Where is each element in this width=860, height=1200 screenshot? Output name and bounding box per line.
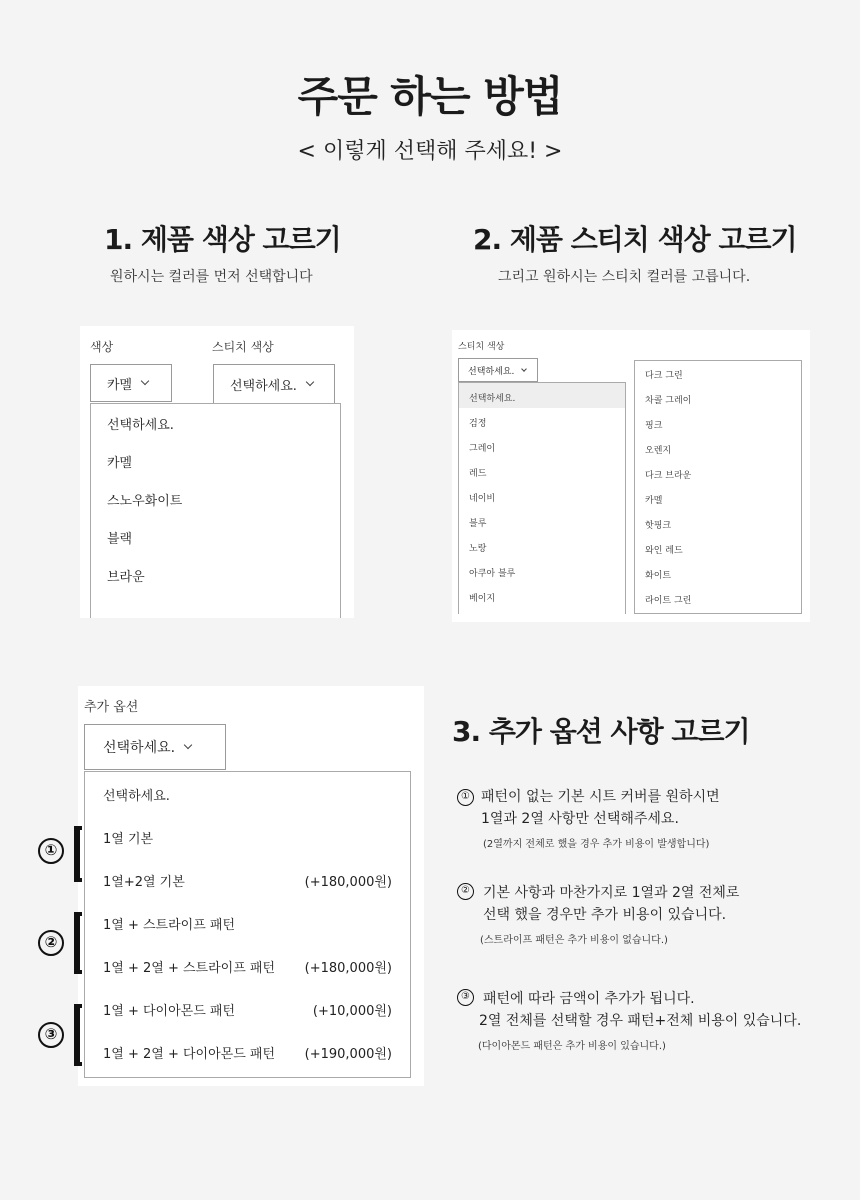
extra-option[interactable]: 1열+2열 기본 (+180,000원) [103, 875, 392, 890]
extra-option[interactable]: 1열 + 2열 + 스트라이프 패턴 (+180,000원) [103, 961, 392, 976]
stitch-option[interactable]: 선택하세요. [469, 394, 516, 404]
stitch-option[interactable]: 핫핑크 [645, 521, 672, 531]
stitch-option[interactable]: 아쿠아 블루 [469, 569, 516, 579]
stitch-option[interactable]: 핑크 [645, 421, 663, 431]
note1-line1: 패턴이 없는 기본 시트 커버를 원하시면 [481, 789, 720, 805]
extra-option[interactable]: 1열 기본 [103, 832, 154, 847]
step2-title: 2. 제품 스티치 색상 고르기 [473, 223, 797, 256]
stitch-option[interactable]: 노랑 [469, 544, 487, 554]
color-label: 색상 [90, 340, 114, 354]
note1-sub: (2열까지 전체로 했을 경우 추가 비용이 발생합니다) [483, 839, 710, 850]
extra-options-list [84, 771, 411, 1078]
color-option[interactable]: 블랙 [107, 532, 133, 547]
bracket-3 [74, 1004, 82, 1066]
step3-panel [78, 686, 424, 1086]
extra-option[interactable]: 1열 + 스트라이프 패턴 [103, 918, 236, 933]
note2-line1: 기본 사항과 마찬가지로 1열과 2열 전체로 [483, 885, 740, 901]
color-option[interactable]: 스노우화이트 [107, 494, 183, 509]
stitch-option[interactable]: 레드 [469, 469, 487, 479]
stitch-label: 스티치 색상 [458, 342, 505, 352]
stitch-select-value: 선택하세요. [468, 366, 515, 377]
marker-1: ① [38, 838, 64, 864]
stitch-option[interactable]: 그레이 [469, 444, 496, 454]
extra-option[interactable]: 1열 + 다이아몬드 패턴 (+10,000원) [103, 1004, 392, 1019]
color-option[interactable]: 카멜 [107, 456, 133, 471]
extra-option-label: 추가 옵션 [84, 700, 139, 715]
color-option[interactable]: 브라운 [107, 570, 145, 585]
note1-number: ① [457, 789, 474, 806]
stitch-option[interactable]: 다크 브라운 [645, 471, 692, 481]
stitch-option[interactable]: 네이비 [469, 494, 496, 504]
note3-line1: 패턴에 따라 금액이 추가가 됩니다. [483, 991, 695, 1007]
note2-line2: 선택 했을 경우만 추가 비용이 있습니다. [483, 907, 727, 923]
stitch-select-value: 선택하세요. [230, 378, 297, 394]
color-options-list [90, 403, 341, 618]
marker-2: ② [38, 930, 64, 956]
stitch-option[interactable]: 화이트 [645, 571, 672, 581]
extra-option[interactable]: 1열 + 2열 + 다이아몬드 패턴 (+190,000원) [103, 1047, 392, 1062]
stitch-option[interactable]: 검정 [469, 419, 487, 429]
step1-panel [80, 326, 354, 618]
note3-sub: (다이아몬드 패턴은 추가 비용이 있습니다.) [478, 1041, 666, 1052]
stitch-option[interactable]: 차콜 그레이 [645, 396, 692, 406]
stitch-option[interactable]: 와인 레드 [645, 546, 683, 556]
extra-option-select[interactable] [84, 724, 226, 770]
note2-sub: (스트라이프 패턴은 추가 비용이 없습니다.) [480, 935, 668, 946]
stitch-select[interactable] [458, 358, 538, 382]
note3-line2: 2열 전체를 선택할 경우 패턴+전체 비용이 있습니다. [479, 1013, 802, 1029]
step3-title: 3. 추가 옵션 사항 고르기 [452, 715, 750, 748]
page-subtitle: < 이렇게 선택해 주세요! > [297, 139, 563, 164]
chevron-down-icon [141, 377, 149, 385]
note1-line2: 1열과 2열 사항만 선택해주세요. [481, 811, 679, 827]
stitch-option[interactable]: 다크 그린 [645, 371, 683, 381]
step1-title: 1. 제품 색상 고르기 [104, 223, 341, 256]
extra-select-value: 선택하세요. [103, 740, 176, 756]
stitch-options-left [458, 382, 626, 614]
note2-number: ② [457, 883, 474, 900]
stitch-option[interactable]: 블루 [469, 519, 487, 529]
step2-panel [452, 330, 810, 622]
stitch-option[interactable]: 오렌지 [645, 446, 672, 456]
color-option[interactable]: 선택하세요. [107, 418, 174, 433]
step2-desc: 그리고 원하시는 스티치 컬러를 고릅니다. [498, 269, 751, 285]
extra-option[interactable]: 선택하세요. [103, 789, 170, 804]
color-select[interactable] [90, 364, 172, 402]
bracket-1 [74, 826, 82, 882]
stitch-color-label: 스티치 색상 [212, 340, 274, 354]
stitch-options-right [634, 360, 802, 614]
step1-desc: 원하시는 컬러를 먼저 선택합니다 [110, 269, 313, 285]
color-select-value: 카멜 [107, 377, 133, 393]
stitch-option[interactable]: 베이지 [469, 594, 496, 604]
stitch-option[interactable]: 라이트 그린 [645, 596, 692, 606]
bracket-2 [74, 912, 82, 974]
chevron-down-icon [184, 741, 192, 749]
chevron-down-icon [306, 378, 314, 386]
page-title: 주문 하는 방법 [297, 72, 563, 121]
marker-3: ③ [38, 1022, 64, 1048]
chevron-down-icon [522, 366, 528, 372]
note3-number: ③ [457, 989, 474, 1006]
stitch-color-select[interactable] [213, 364, 335, 404]
stitch-option[interactable]: 카멜 [645, 496, 663, 506]
